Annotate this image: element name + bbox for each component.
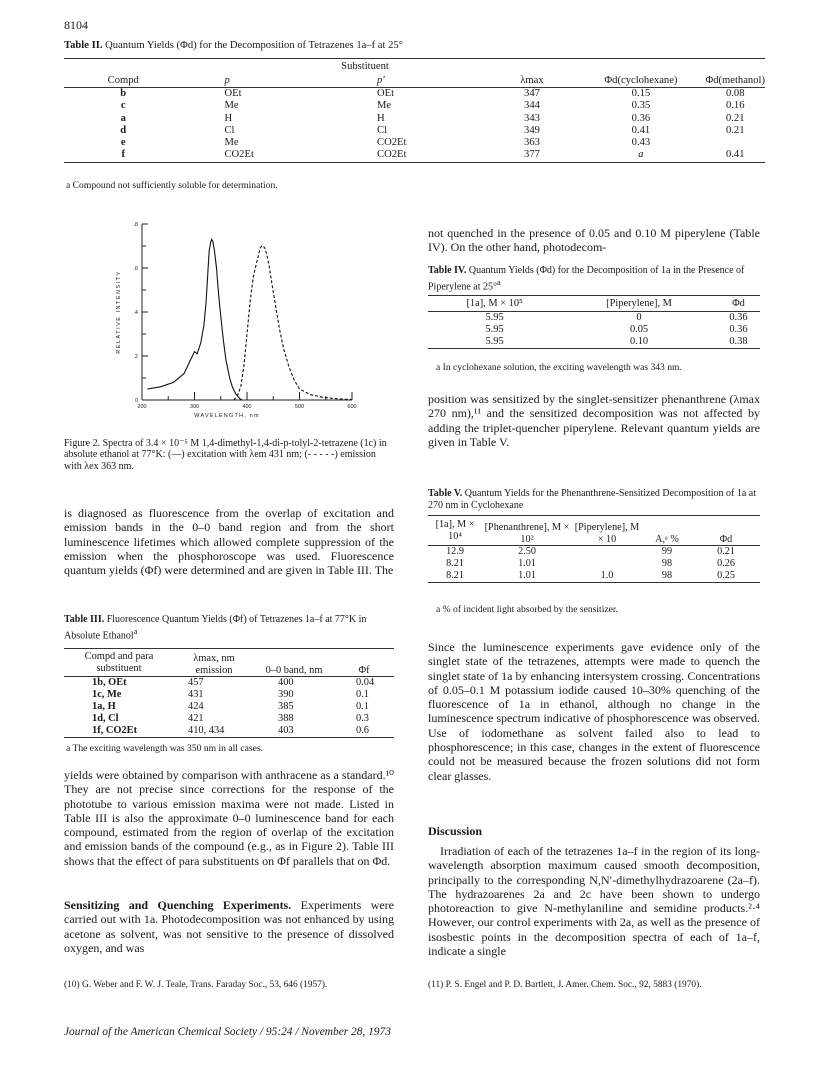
x-tick-label: 200 bbox=[137, 404, 147, 410]
table-cell: 2.50 bbox=[518, 546, 536, 557]
paragraph: Irradiation of each of the tetrazenes 1a–f in the region of its long-wavelength absorption maximum caused smooth decomposition, principally to the corresponding N,N′-dimethylhydrazoarene (2a–f). The hydrazoarenes 2a and 2c have been shown to undergo photoreaction to give N-methylaniline and semidine products.²·⁴ However, our control experiments with 2a, as well as the presence of isosbestic points in the decomposition spectra of each of 1a–f, indicate a single bbox=[428, 844, 760, 959]
table3-header: 0–0 band, nm bbox=[265, 664, 323, 676]
y-tick-label: .8 bbox=[133, 222, 138, 228]
table2-group-header: Substituent bbox=[341, 60, 389, 72]
table-cell: 385 bbox=[278, 701, 294, 712]
table3-header: Compd and para substituent bbox=[84, 651, 154, 674]
table2 bbox=[64, 58, 765, 163]
table-cell: 0.38 bbox=[729, 336, 748, 347]
table-cell: 0.16 bbox=[725, 100, 745, 112]
table-cell: H bbox=[224, 112, 233, 124]
table-cell: 0.3 bbox=[356, 713, 369, 724]
y-tick-label: 0 bbox=[134, 398, 138, 404]
x-tick-label: 300 bbox=[189, 404, 200, 410]
table-cell: 457 bbox=[188, 677, 204, 688]
table3-header: Φf bbox=[358, 664, 370, 676]
table-cell: 8.21 bbox=[446, 570, 464, 581]
table4-header: [1a], M × 10⁵ bbox=[466, 298, 523, 309]
table-cell bbox=[572, 558, 642, 570]
table-cell: 0.26 bbox=[717, 558, 735, 569]
table-row bbox=[64, 100, 765, 112]
figure2-chart bbox=[110, 212, 380, 432]
table-cell: CO2Et bbox=[377, 149, 407, 161]
table-row bbox=[64, 713, 394, 725]
table-cell: 421 bbox=[188, 713, 204, 724]
table-cell: 0.21 bbox=[717, 546, 735, 557]
table4-header: Φd bbox=[732, 298, 745, 309]
table-cell: OEt bbox=[377, 88, 395, 99]
table-cell: 390 bbox=[278, 689, 294, 700]
table-cell: e bbox=[120, 137, 126, 149]
table5-header: [1a], M × 10⁴ bbox=[435, 519, 475, 542]
table-cell: 347 bbox=[524, 88, 540, 99]
x-tick-label: 400 bbox=[242, 404, 252, 410]
table5-header: [Phenanthrene], M × 10² bbox=[484, 522, 570, 545]
paragraph: yields were obtained by comparison with anthracene as a standard.¹⁰ They are not precise since corrections for the response of the phototube to various emission maxima were not made. Listed in Table III is also the approximate 0–0 luminescence band for each compound, estimated from the region of overlap of the excitation and emission bands of the compound (e.g., as in Figure 2). Table III shows that the effect of para substituents on Φf parallels that on Φd. bbox=[64, 768, 394, 868]
table3-caption-text: Fluorescence Quantum Yields (Φf) of Tetrazenes 1a–f at 77°K in Absolute Ethanol bbox=[64, 614, 367, 641]
x-tick-label: 500 bbox=[294, 404, 305, 410]
table-cell: 1a, H bbox=[92, 701, 116, 712]
table-cell: 0.36 bbox=[729, 324, 748, 335]
table3 bbox=[64, 648, 394, 738]
table-cell: 1d, Cl bbox=[92, 713, 119, 724]
table4-footnote: a In cyclohexane solution, the exciting wavelength was 343 nm. bbox=[436, 362, 682, 373]
paragraph bbox=[64, 898, 394, 955]
table-cell: 1.01 bbox=[518, 558, 536, 569]
table5-footnote: a % of incident light absorbed by the sensitizer. bbox=[436, 604, 618, 615]
table-cell: 0 bbox=[636, 312, 642, 323]
y-tick-label: .4 bbox=[133, 310, 138, 316]
table-cell: 400 bbox=[278, 677, 294, 688]
paragraph: not quenched in the presence of 0.05 and 0.10 M piperylene (Table IV). On the other hand, photodecom- bbox=[428, 226, 760, 255]
table-cell: OEt bbox=[224, 88, 242, 99]
table5-caption-text: Quantum Yields for the Phenanthrene-Sensitized Decomposition of 1a at 270 nm in Cyclohexane bbox=[428, 488, 757, 511]
table-cell: 363 bbox=[524, 137, 540, 149]
table-cell: f bbox=[121, 149, 125, 161]
table3-caption-label: Table III. bbox=[64, 614, 105, 625]
table-cell: 0.05 bbox=[629, 324, 649, 335]
table-cell: 0.1 bbox=[356, 689, 369, 700]
table-cell: 431 bbox=[188, 689, 204, 700]
reference-10: (10) G. Weber and F. W. J. Teale, Trans. Faraday Soc., 53, 646 (1957). bbox=[64, 980, 328, 990]
table-cell: 8.21 bbox=[446, 558, 464, 569]
table-cell: 410, 434 bbox=[188, 725, 225, 736]
table2-header: Φd(methanol) bbox=[705, 74, 765, 86]
table-cell: Cl bbox=[377, 124, 388, 136]
table-cell: 0.6 bbox=[356, 725, 369, 736]
table-cell: 0.25 bbox=[717, 570, 735, 581]
table-cell: 5.95 bbox=[485, 336, 504, 347]
footnote-marker: a bbox=[133, 626, 138, 636]
table2-header: λmax bbox=[520, 74, 544, 86]
paragraph: position was sensitized by the singlet-sensitizer phenanthrene (λmax 270 nm),¹¹ and the sensitized decomposition was not affected by adding the triplet-quencher piperylene. Relevant quantum yields are given in Table V. bbox=[428, 392, 760, 449]
table-cell: Me bbox=[377, 100, 392, 112]
table-cell: 1b, OEt bbox=[92, 677, 127, 688]
table-row bbox=[428, 558, 760, 570]
section-heading: Discussion bbox=[428, 824, 483, 838]
table-cell: b bbox=[120, 88, 127, 99]
table5 bbox=[428, 515, 760, 583]
table-cell: 5.95 bbox=[485, 324, 504, 335]
table-cell: 1.0 bbox=[600, 570, 614, 581]
table-cell: CO2Et bbox=[224, 149, 254, 161]
spectra-chart-svg bbox=[110, 212, 380, 432]
table-cell: 344 bbox=[524, 100, 540, 112]
table-cell: 1f, CO2Et bbox=[92, 725, 138, 736]
table2-caption-text: Quantum Yields (Φd) for the Decomposition of Tetrazenes 1a–f at 25° bbox=[105, 40, 403, 51]
table2-footnote: a Compound not sufficiently soluble for determination. bbox=[66, 180, 278, 191]
excitation-spectrum-line bbox=[147, 239, 242, 400]
table-row bbox=[64, 88, 765, 101]
table-row bbox=[428, 336, 760, 349]
table-cell: a bbox=[638, 149, 644, 161]
emission-spectrum-line bbox=[234, 246, 352, 400]
y-tick-label: .2 bbox=[133, 354, 138, 360]
table-cell: 0.21 bbox=[725, 124, 745, 136]
table3-caption bbox=[64, 614, 394, 641]
table-cell bbox=[705, 137, 765, 149]
table-cell: 0.1 bbox=[356, 701, 369, 712]
table2-caption bbox=[64, 40, 403, 51]
table-cell: 0.08 bbox=[725, 88, 745, 99]
table2-header: p bbox=[224, 74, 230, 86]
table-cell: 403 bbox=[278, 725, 294, 736]
table-cell: 0.36 bbox=[729, 312, 748, 323]
table2-header: p′ bbox=[377, 74, 385, 86]
table-row bbox=[64, 125, 765, 137]
x-axis-label: WAVELENGTH, nm bbox=[194, 413, 260, 419]
table-cell: 0.36 bbox=[631, 112, 651, 124]
journal-footer: Journal of the American Chemical Society / 95:24 / November 28, 1973 bbox=[64, 1026, 391, 1038]
table5-caption bbox=[428, 488, 760, 511]
table-cell: Me bbox=[224, 100, 239, 112]
table-row bbox=[64, 701, 394, 713]
table-cell: 0.43 bbox=[631, 137, 651, 149]
table-cell: 388 bbox=[278, 713, 294, 724]
table-cell: 1.01 bbox=[518, 570, 536, 581]
table-cell: 424 bbox=[188, 701, 204, 712]
table-cell: d bbox=[120, 124, 127, 136]
table5-header: [Piperylene], M × 10 bbox=[574, 522, 640, 545]
section-heading: Sensitizing and Quenching Experiments. bbox=[64, 898, 292, 912]
table5-header: A,ᵃ % bbox=[655, 533, 679, 545]
table-row bbox=[64, 725, 394, 738]
table-row bbox=[428, 312, 760, 325]
table-cell: a bbox=[120, 112, 126, 124]
paragraph: Since the luminescence experiments gave evidence only of the singlet state of the tetrazenes, attempts were made to quench the singlet state of 1a by enhancing intersystem crossing. Concentrations of 0.05–0.1 M potassium iodide caused 10–30% quenching of the fluorescence of 1a in ethanol, although no change in the luminescence spectrum indicative of phosphorescence was observed. Use of iodomethane as solvent failed also to lead to phosphorescence; in this case, changes in the extent of fluorescence could not be measured because the frozen solutions did not form clear glasses. bbox=[428, 640, 760, 783]
table-cell: 377 bbox=[524, 149, 540, 161]
paragraph-text: Experiments were carried out with 1a. Photodecomposition was not enhanced by using acetone as solvent, was not sensitive to the presence of dissolved oxygen, and was bbox=[64, 898, 395, 955]
table-cell bbox=[572, 546, 642, 559]
table4-caption-label: Table IV. bbox=[428, 265, 467, 276]
table4-caption-text: Quantum Yields (Φd) for the Decomposition of 1a in the Presence of Piperylene at 25° bbox=[428, 265, 745, 292]
table-row bbox=[428, 546, 760, 559]
table-cell: 12.9 bbox=[446, 546, 464, 557]
table-row bbox=[428, 570, 760, 583]
table-cell: 5.95 bbox=[485, 312, 504, 323]
table4-caption bbox=[428, 265, 760, 292]
page-number: 8104 bbox=[64, 18, 88, 32]
table4-header: [Piperylene], M bbox=[606, 298, 672, 309]
figure2-caption: Figure 2. Spectra of 3.4 × 10⁻⁵ M 1,4-dimethyl-1,4-di-p-tolyl-2-tetrazene (1c) in absolute ethanol at 77°K: (—) excitation with λem 431 nm; (- - - - -) emission with λex 363 nm. bbox=[64, 438, 387, 472]
x-tick-label: 600 bbox=[347, 404, 357, 410]
table5-header: Φd bbox=[719, 533, 733, 545]
table-cell: 0.04 bbox=[356, 677, 375, 688]
table-row bbox=[64, 137, 765, 149]
table-cell: 98 bbox=[661, 570, 673, 581]
table3-footnote: a The exciting wavelength was 350 nm in all cases. bbox=[66, 743, 263, 754]
y-tick-label: .6 bbox=[133, 266, 138, 272]
table2-header: Φd(cyclohexane) bbox=[604, 74, 678, 86]
table-cell: CO2Et bbox=[377, 137, 407, 149]
table-row bbox=[64, 677, 394, 690]
reference-11: (11) P. S. Engel and P. D. Bartlett, J. Amer. Chem. Soc., 92, 5883 (1970). bbox=[428, 980, 702, 990]
table-cell: 343 bbox=[524, 112, 540, 124]
table3-header: λmax, nm emission bbox=[193, 653, 235, 676]
table2-caption-label: Table II. bbox=[64, 40, 103, 51]
table-cell: c bbox=[120, 100, 126, 112]
table-cell: Me bbox=[224, 137, 239, 149]
table-cell: 99 bbox=[661, 546, 673, 557]
table2-header: Compd bbox=[107, 74, 139, 86]
table-cell: 0.41 bbox=[631, 124, 651, 136]
table-cell: 0.41 bbox=[725, 149, 745, 161]
table-cell: H bbox=[377, 112, 385, 124]
table5-caption-label: Table V. bbox=[428, 488, 463, 499]
table-row bbox=[64, 149, 765, 162]
table4 bbox=[428, 295, 760, 349]
table-cell: 349 bbox=[524, 124, 540, 136]
table-cell: 0.10 bbox=[629, 336, 649, 347]
table-cell: Cl bbox=[224, 124, 235, 136]
y-axis-label: RELATIVE INTENSITY bbox=[116, 270, 122, 354]
table-row bbox=[428, 324, 760, 336]
table-cell: 0.35 bbox=[631, 100, 651, 112]
table-cell: 1c, Me bbox=[92, 689, 122, 700]
table-row bbox=[64, 113, 765, 125]
footnote-marker: a bbox=[496, 277, 501, 287]
table-row bbox=[64, 689, 394, 701]
table-cell: 98 bbox=[661, 558, 673, 569]
table-cell: 0.15 bbox=[631, 88, 651, 99]
table-cell: 0.21 bbox=[725, 112, 745, 124]
paragraph: is diagnosed as fluorescence from the overlap of excitation and emission bands in the 0–0 band region and from the short luminescence lifetimes which allowed complete suppression of the emission when the phosphoroscope was used. Fluorescence quantum yields (Φf) were determined and are given in Table III. The bbox=[64, 506, 394, 578]
